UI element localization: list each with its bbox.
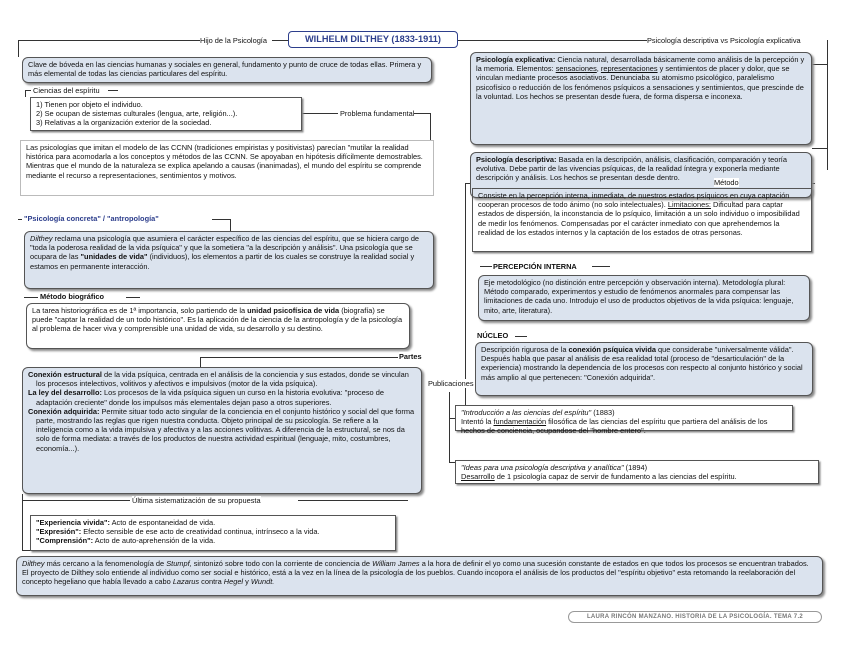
connector <box>430 113 431 143</box>
label-percepcion: PERCEPCIÓN INTERNA <box>493 262 577 271</box>
label-nucleo: NÚCLEO <box>477 331 509 340</box>
connector <box>812 148 827 149</box>
connector <box>18 40 19 57</box>
ciencias-item: 2) Se ocupan de sistemas culturales (lengua, arte, religión...). <box>36 109 238 119</box>
concreta-name: Dilthey <box>30 234 53 243</box>
explicativa-box: Psicología explicativa: Ciencia natural, desarrollada básicamente como análisis de la percepción y la memoria. Elementos: sensaciones, representaciones y sentimientos de placer y dolor, que se vinculan mediante procesos asociativos. Denunciaba su atomismo psicológico, paralelismo psicofísico o reducción de los fenómenos psíquicos a sensaciones y sentimientos, que prescinde de la voluntad. Los hechos se presentan desde fuera, de forma dispersa e inconexa. <box>470 52 812 145</box>
connector <box>230 219 231 231</box>
concreta-text-end: (individuos), los elementos a partir de los cuales se construye la realidad social y estamos en permanente interacción. <box>30 252 415 271</box>
connector <box>108 90 118 91</box>
concreta-unidades: "unidades de vida" <box>80 252 148 262</box>
label-publicaciones: Publicaciones <box>428 379 474 388</box>
bio-text: La tarea historiográfica es de 1ª importancia, solo partiendo de la <box>32 306 248 315</box>
ultima-item: "Experiencia vivida": Acto de espontaneidad de vida. <box>36 518 216 527</box>
label-hijo: Hijo de la Psicología <box>200 36 267 45</box>
descriptiva-term: Psicología descriptiva: <box>476 155 557 164</box>
ultima-item: "Comprensión": Acto de auto-aprehensión de la vida. <box>36 536 216 546</box>
connector <box>212 219 230 220</box>
connector <box>18 219 22 220</box>
page-title: WILHELM DILTHEY (1833-1911) <box>288 31 458 48</box>
connector <box>200 357 201 367</box>
percepcion-text: Eje metodológico (no distinción entre percepción y observación interna). Metodología plural: Método comparado, experimentos y estudio de fenómenos anormales para compensar las limitaciones de cada uno. Introdujo el uso de productos objetivos de la vida psíquica: lenguaje, mito, arte, literatura). <box>484 278 794 315</box>
bio-text-end: (biografía) se puede "captar la realidad de un todo histórico". Es la aplicación de la ciencia de la antropología y de la psicología al problema de hacer viva y comprensible una unidad de vida, su desarrollo y su destino. <box>32 306 403 334</box>
connector <box>827 40 828 170</box>
publicacion-2: "Ideas para una psicología descriptiva y analítica" (1894) Desarrollo de 1 psicología capaz de servir de fundamento a las ciencias del espíritu. <box>455 460 819 484</box>
connector <box>302 113 338 114</box>
concreta-box <box>24 231 434 289</box>
ciencias-box <box>30 97 302 131</box>
ultima-box <box>30 515 396 551</box>
ciencias-item: 1) Tienen por objeto el individuo. <box>36 100 143 109</box>
label-ciencias-espiritu: Ciencias del espíritu <box>33 86 100 95</box>
label-problema: Problema fundamental <box>340 109 415 118</box>
nucleo-box: Descripción rigurosa de la conexión psíquica vivida que considerabe "universalmente válida". Después habla que pasar al análisis de esa realidad total (proceso de "desarticulación" de la experiencia) mostrando la dependencia de los procesos con respecto al conjunto histórico y social más amplio al que pertenecen: "Conexión adquirida". <box>475 342 813 396</box>
connector <box>592 266 610 267</box>
descriptiva-box: Psicología descriptiva: Basada en la descripción, análisis, clasificación, comparación y teoría evolutiva. Debe partir de las vivencias psíquicas, de la realidad íntegra y exponerla mediante descripción y análisis. Los hechos se presentan desde dentro. <box>470 152 812 198</box>
connector <box>126 297 140 298</box>
connector <box>24 297 38 298</box>
label-ultima: Última sistematización de su propuesta <box>132 496 261 505</box>
connector <box>480 266 492 267</box>
parte-item: Conexión estructural de la vida psíquica, centrada en el análisis de la conciencia y sus estados, donde se vinculan los procesos intelectivos, volitivos y afectivos e impulsivos (motor de la vida psíquica). <box>28 370 409 389</box>
label-concreta: "Psicología concreta" / "antropología" <box>24 214 159 223</box>
connector <box>22 550 30 551</box>
label-psicologia-vs: Psicología descriptiva vs Psicología explicativa <box>647 36 801 45</box>
credit-badge: LAURA RINCÓN MANZANO. HISTORIA DE LA PSICOLOGÍA. TEMA 7.2 <box>568 611 822 623</box>
connector <box>812 64 827 65</box>
connector <box>25 90 26 97</box>
biografico-box <box>26 303 410 349</box>
connector <box>200 357 398 358</box>
concreta-text: reclama una psicología que asumiera el carácter específico de las ciencias del espíritu, que se hiciera cargo de "toda la poderosa realidad de la vida psíquica" y que la sometiera "a la descripción y análisis". Una psicología que se ocupara de las <box>30 234 420 262</box>
connector <box>22 500 130 501</box>
problema-text: Las psicologías que imitan el modelo de las CCNN (tradiciones empiristas y positivistas) parecían "mutilar la realidad histórica para acomodarla a los conceptos y métodos de las CCNN. Se apoyaban en hipótesis difícilmente demostrables. Mientras que el mundo de la naturaleza se explica apelando a causas (inanimadas), el mundo del espíritu se comprende mediante el recurso a representaciones, sentimientos y motivos. <box>26 143 423 180</box>
label-metodo-biografico: Método biográfico <box>40 292 105 301</box>
metodo-box: Consiste en la percepción interna, inmediata, de nuestros estados psíquicos en cuya captación cooperan procesos de todo ánimo (no solo intelectuales). Limitaciones: Dificultad para captar estados de dispersión, la inconstancia de lo psíquico, limitación a un solo individuo o imposibilidad de medir los fenómenos. Compensadas por el carácter inmediato con que aprehendemos la realidad de los estados internos y la captación de los estados de otras personas. <box>472 188 812 252</box>
ultima-item: "Expresión": Efecto sensible de ese acto de creatividad continua, intrínseco a la vida. <box>36 527 320 537</box>
connector <box>298 500 408 501</box>
connector <box>272 40 288 41</box>
ciencias-item: 3) Relativas a la organización exterior de la sociedad. <box>36 118 212 128</box>
clave-text: Clave de bóveda en las ciencias humanas y sociales en general, fundamento y punto de cruce de todas ellas. Primera y más elemental de todas las ciencias particulares del espíritu. <box>28 60 422 79</box>
parte-item: Conexión adquirida: Permite situar todo acto singular de la conciencia en el conjunto histórico y social del que forma parte, mostrando las reglas que rigen nuestra conducta. Objeto principal de su psicología. Se refiere a la inteligencia como a la vida impulsiva y afectiva y a las acciones volitivas. A diferencia de la estructural, se nos da solo de forma mediata: a través de los productos de nuestra actividad espiritual (lenguaje, mito, costumbres, economía...). <box>28 406 415 453</box>
publicacion-1: "Introducción a las ciencias del espíritu" (1883) Intentó la fundamentación filosófica de las ciencias del espíritu que partiera del análisis de los hechos de conciencia, ocupandose del "hombre entero". <box>455 405 793 431</box>
parte-item: La ley del desarrollo: Los procesos de la vida psíquica siguen un curso en la historia evolutiva: "proceso de adaptación creciente" donde los impulsos más elementales dejan paso a otros superiores. <box>28 388 384 407</box>
partes-box <box>22 367 422 494</box>
label-partes: Partes <box>399 352 422 361</box>
connector <box>22 500 23 550</box>
connector <box>515 336 527 337</box>
label-metodo: Método <box>714 178 739 187</box>
bio-unidad: unidad psicofísica de vida <box>247 306 340 315</box>
bottom-box: Dilthey más cercano a la fenomenología de Stumpf, sintonizó sobre todo con la corriente de conciencia de William James a la hora de definir el yo como una sucesión constante de estados en que todos los procesos se encuentran trabados. El proyecto de Dilthey solo entiende al individuo como ser social e histórico, está a la vez en la línea de la psicología de los pueblos. Cuando incopora el análisis de los productos del "espíritu objetivo" esta retomando la reelaboración del concepto hegeliano que había llevado a cabo Lazarus contra Hegel y Wundt. <box>16 556 823 596</box>
problema-box <box>20 140 434 196</box>
connector <box>18 40 202 41</box>
explicativa-term: Psicología explicativa: <box>476 55 556 64</box>
clave-box <box>22 57 432 83</box>
percepcion-box <box>478 275 810 321</box>
connector <box>449 392 450 462</box>
